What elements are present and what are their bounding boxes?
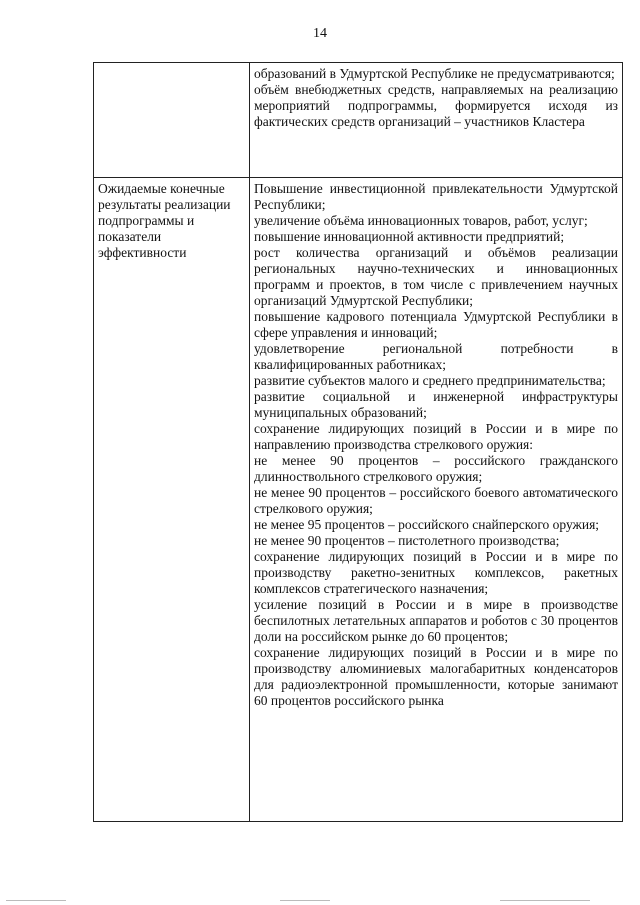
page-number: 14 [313,26,327,41]
result-item: сохранение лидирующих позиций в России и в мире по направлению производства стрелкового оружия: [254,421,618,452]
result-item: усиление позиций в России и в мире в производстве беспилотных летательных аппаратов и роботов с 30 процентов доли на российском рынке до 60 процентов; [254,597,618,644]
passport-table [93,62,623,822]
results-label: Ожидаемые конечные результаты реализации подпрограммы и показатели эффективности [94,178,250,822]
result-item: сохранение лидирующих позиций в России и в мире по производству алюминиевых малогабаритных конденсаторов для радиоэлектронной промышленности, которые занимают 60 процентов российского рынка [254,645,618,708]
result-item: увеличение объёма инновационных товаров, работ, услуг; [254,213,588,228]
result-item: повышение кадрового потенциала Удмуртской Республики в сфере управления и инноваций; [254,309,618,340]
result-item: рост количества организаций и объёмов реализации региональных научно-технических и инновационных программ и проектов, в том числе с привлечением научных организаций Удмуртской Республики; [254,245,618,308]
result-item: развитие субъектов малого и среднего предпринимательства; [254,373,606,388]
results-cell [250,178,623,822]
result-item: сохранение лидирующих позиций в России и в мире по производству ракетно-зенитных комплексов, ракетных комплексов стратегического назначения; [254,549,618,596]
row-label-empty [94,63,250,178]
funding-line: объём внебюджетных средств, направляемых на реализацию мероприятий подпрограммы, формируется исходя из фактических средств организаций – участников Кластера [254,82,618,129]
table-row-results [94,178,623,822]
result-item: не менее 90 процентов – пистолетного производства; [254,533,560,548]
result-item: не менее 90 процентов – российского боевого автоматического стрелкового оружия; [254,485,618,516]
table-row-funding [94,63,623,178]
scan-artifact [500,900,590,901]
result-item: повышение инновационной активности предприятий; [254,229,565,244]
result-item: развитие социальной и инженерной инфраструктуры муниципальных образований; [254,389,618,420]
result-item: удовлетворение региональной потребности в квалифицированных работниках; [254,341,618,372]
scan-artifact [6,900,66,901]
funding-line: образований в Удмуртской Республике не предусматриваются; [254,66,615,81]
funding-cell [250,63,623,178]
result-item: не менее 90 процентов – российского гражданского длинноствольного стрелкового оружия; [254,453,618,484]
result-item: не менее 95 процентов – российского снайперского оружия; [254,517,600,532]
scan-artifact [280,900,330,901]
result-item: Повышение инвестиционной привлекательности Удмуртской Республики; [254,181,618,212]
